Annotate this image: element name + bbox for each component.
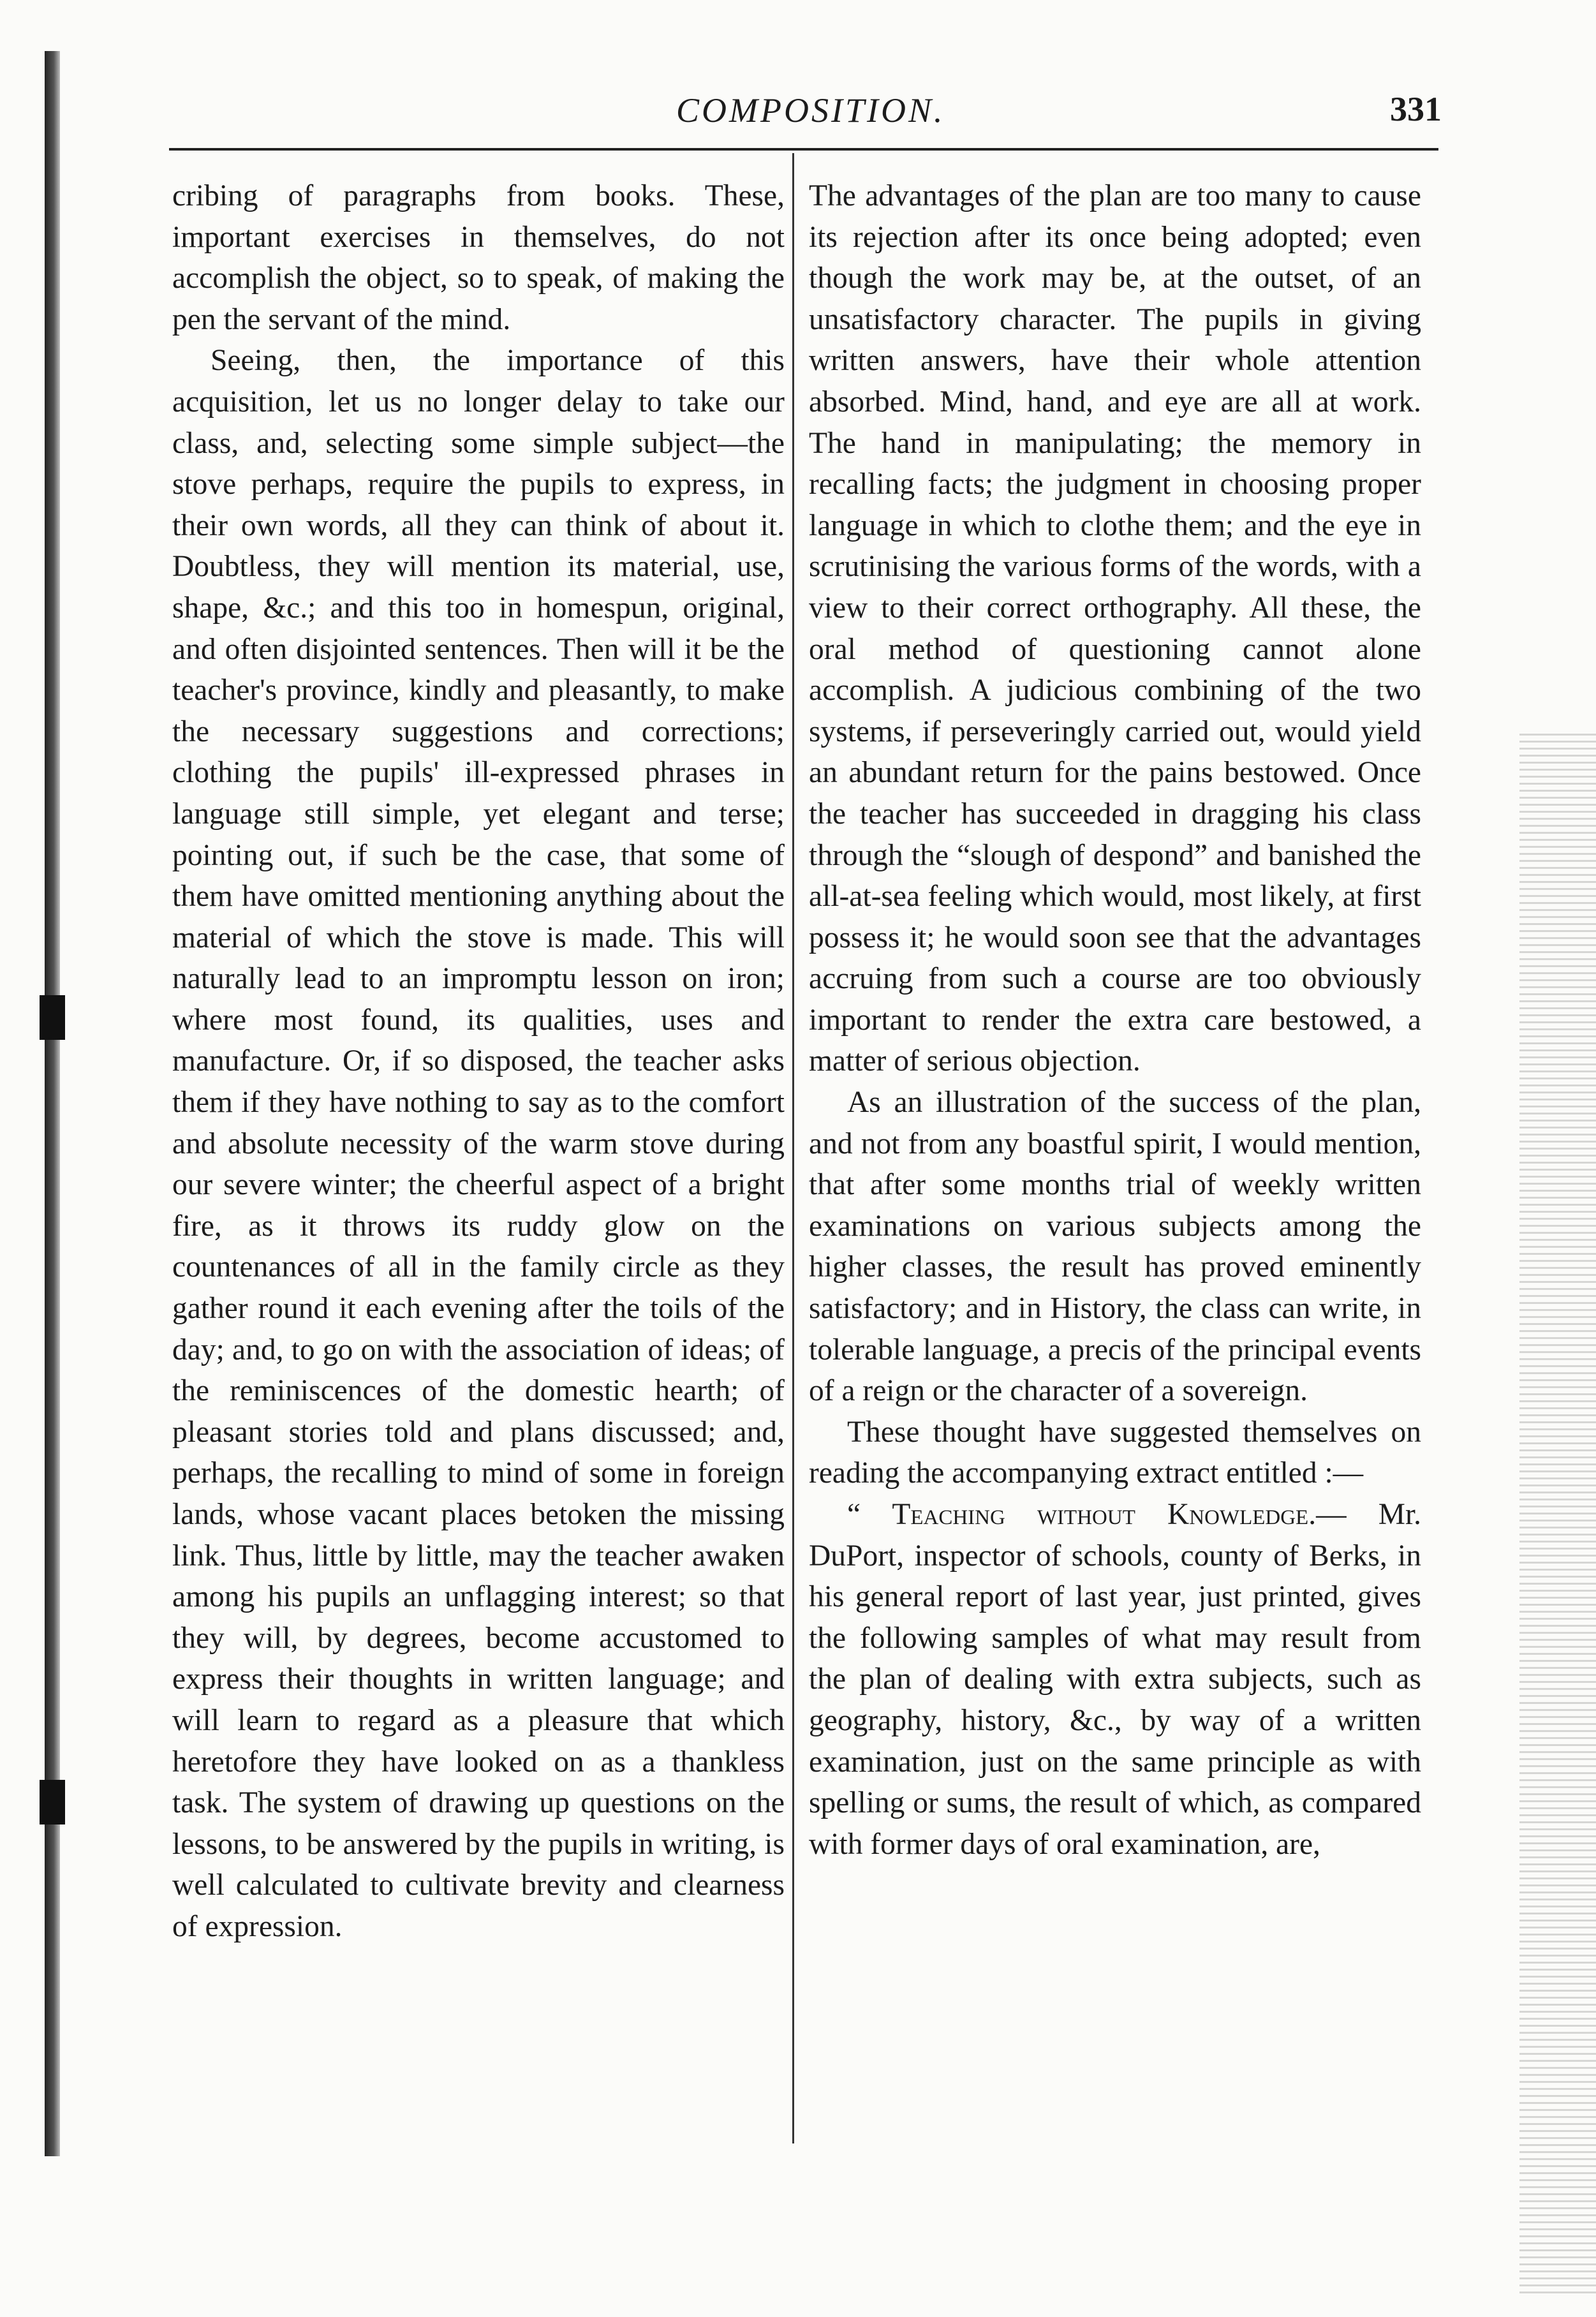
paragraph: cribing of paragraphs from books. These, important exercises in themselves, do not accomplish the object, so to speak, of making the pen the servant of the mind. bbox=[172, 179, 785, 336]
page-edge-shading bbox=[1519, 734, 1596, 2297]
paragraph: As an illustration of the success of the plan, and not from any boastful spirit, I would mention, that after some months trial of weekly written examinations on various subjects among the higher classes, the result has proved eminently satisfactory; and in History, the class can write, in tolerable language, a precis of the principal events of a reign or the character of a sovereign. bbox=[809, 1086, 1421, 1408]
column-divider bbox=[792, 153, 794, 2143]
header-rule bbox=[169, 148, 1438, 151]
quoted-extract bbox=[809, 1494, 1421, 1865]
right-column bbox=[809, 175, 1421, 1865]
page-header bbox=[166, 77, 1442, 153]
binding-mark bbox=[40, 1780, 65, 1825]
running-head: COMPOSITION. bbox=[676, 91, 945, 130]
paragraph: The advantages of the plan are too many to cause its rejection after its once being adopted; even though the work may be, at the outset, of an unsatisfactory character. The pupils in giving written answers, have their whole attention absorbed. Mind, hand, and eye are all at work. The hand in manipulating; the memory in recalling facts; the judgment in choosing proper language in which to clothe them; and the eye in scrutinising the various forms of the words, with a view to their correct orthography. All these, the oral method of questioning cannot alone accomplish. A judicious combining of the two systems, if perseveringly carried out, would yield an abundant return for the pains bestowed. Once the teacher has succeeded in dragging his class through the “slough of despond” and banished the all-at-sea feeling which would, most likely, at first possess it; he would soon see that the advantages accruing from such a course are too obviously important to render the extra care bestowed, a matter of serious objection. bbox=[809, 179, 1421, 1078]
extract-heading: “ Teaching without Knowledge.— bbox=[847, 1498, 1347, 1531]
page-number: 331 bbox=[1390, 90, 1442, 128]
binding-edge bbox=[45, 51, 60, 2156]
extract-body: Mr. DuPort, inspector of schools, county of Berks, in his general report of last year, just printed, gives the following samples of what may result from the plan of dealing with extra subjects, such as geography, history, &c., by way of a written examination, just on the same principle as with spelling or sums, the result of which, as compared with former days of oral examination, are, bbox=[809, 1498, 1422, 1861]
left-column bbox=[172, 175, 785, 1948]
paragraph: Seeing, then, the importance of this acquisition, let us no longer delay to take our class, and, selecting some simple subject—the stove perhaps, require the pupils to express, in their own words, all they can think of about it. Doubtless, they will mention its material, use, shape, &c.; and this too in homespun, original, and often disjointed sentences. Then will it be the teacher's province, kindly and pleasantly, to make the necessary suggestions and corrections; clothing the pupils' ill-expressed phrases in language still simple, yet elegant and terse; pointing out, if such be the case, that some of them have omitted mentioning anything about the material of which the stove is made. This will naturally lead to an impromptu lesson on iron; where most found, its qualities, uses and manufacture. Or, if so disposed, the teacher asks them if they have nothing to say as to the comfort and absolute necessity of the warm stove during our severe winter; the cheerful aspect of a bright fire, as it throws its ruddy glow on the countenances of all in the family circle as they gather round it each evening after the toils of the day; and, to go on with the association of ideas; of the reminiscences of the domestic hearth; of pleasant stories told and plans discussed; and, perhaps, the recalling to mind of some in foreign lands, whose vacant places betoken the missing link. Thus, little by little, may the teacher awaken among his pupils an unflagging interest; so that they will, by degrees, become accustomed to express their thoughts in written language; and will learn to regard as a pleasure that which heretofore they have looked on as a thankless task. The system of drawing up questions on the lessons, to be answered by the pupils in writing, is well calculated to cultivate brevity and clearness of expression. bbox=[172, 344, 785, 1943]
paragraph: These thought have suggested themselves on reading the accompanying extract entitled :— bbox=[809, 1415, 1421, 1490]
binding-mark bbox=[40, 995, 65, 1040]
